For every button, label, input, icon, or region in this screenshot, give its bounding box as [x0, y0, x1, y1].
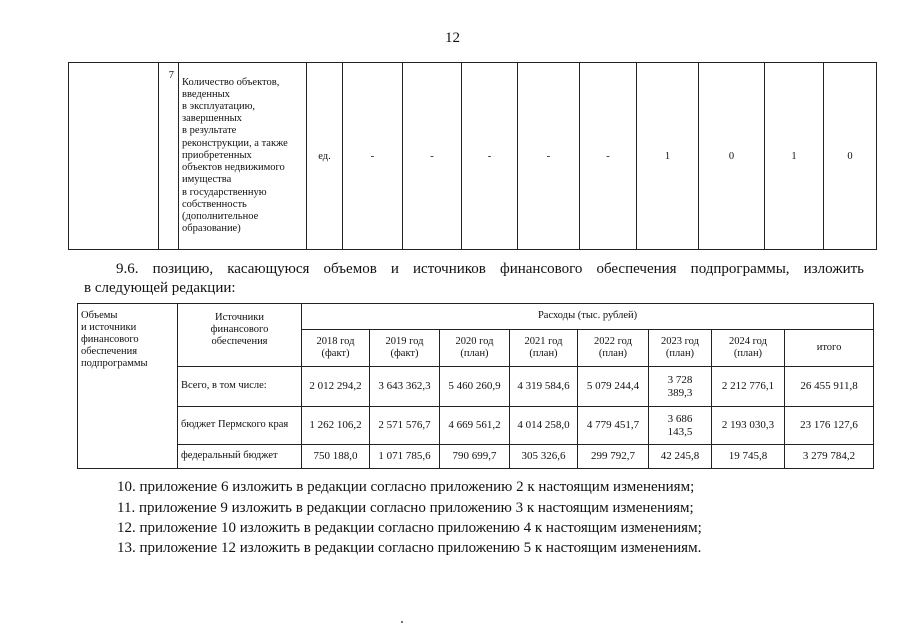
year-header: 2019 год (факт)	[370, 330, 440, 367]
value-cell: 305 326,6	[510, 445, 578, 469]
value-cell: 5 460 260,9	[440, 367, 510, 407]
value-cell: 19 745,8	[712, 445, 785, 469]
value-cell: 4 669 561,2	[440, 407, 510, 445]
value-cell: 5 079 244,4	[578, 367, 649, 407]
value-cell: 2 193 030,3	[712, 407, 785, 445]
paragraph-9-6-continuation: в следующей редакции:	[84, 280, 236, 296]
indicator-table	[68, 62, 877, 250]
scan-dot	[401, 621, 403, 623]
source-label: бюджет Пермского края	[178, 407, 302, 445]
list-item: 13. приложение 12 изложить в редакции согласно приложению 5 к настоящим изменениям.	[117, 540, 702, 556]
row-number: 7	[159, 63, 179, 250]
page-number: 12	[445, 30, 460, 46]
list-item: 10. приложение 6 изложить в редакции согласно приложению 2 к настоящим изменениям;	[117, 479, 695, 495]
year-header: 2018 год (факт)	[302, 330, 370, 367]
value-cell: 3 728 389,3	[649, 367, 712, 407]
source-label: федеральный бюджет	[178, 445, 302, 469]
value-cell: 1	[765, 63, 824, 250]
table-row	[78, 407, 874, 445]
value-cell: 2 571 576,7	[370, 407, 440, 445]
unit-cell: ед.	[307, 63, 343, 250]
table-row	[78, 367, 874, 407]
value-cell: 4 014 258,0	[510, 407, 578, 445]
paragraph-9-6: 9.6. позицию, касающуюся объемов и источников финансового обеспечения подпрограммы, изложить	[116, 261, 864, 277]
value-cell: 0	[824, 63, 877, 250]
year-header: 2023 год (план)	[649, 330, 712, 367]
year-header: 2021 год (план)	[510, 330, 578, 367]
expenses-header: Расходы (тыс. рублей)	[302, 304, 874, 330]
empty-cell	[69, 63, 159, 250]
sources-header: Источники финансового обеспечения	[178, 304, 302, 367]
total-cell: 26 455 911,8	[785, 367, 874, 407]
value-cell: -	[343, 63, 403, 250]
year-header: 2022 год (план)	[578, 330, 649, 367]
list-item: 11. приложение 9 изложить в редакции согласно приложению 3 к настоящим изменениям;	[117, 500, 694, 516]
value-cell: 42 245,8	[649, 445, 712, 469]
value-cell: -	[462, 63, 518, 250]
list-item: 12. приложение 10 изложить в редакции согласно приложению 4 к настоящим изменениям;	[117, 520, 702, 536]
value-cell: 4 779 451,7	[578, 407, 649, 445]
value-cell: 4 319 584,6	[510, 367, 578, 407]
value-cell: 1 262 106,2	[302, 407, 370, 445]
value-cell: -	[403, 63, 462, 250]
total-header: итого	[785, 330, 874, 367]
value-cell: 790 699,7	[440, 445, 510, 469]
value-cell: 299 792,7	[578, 445, 649, 469]
value-cell: 3 686 143,5	[649, 407, 712, 445]
source-label: Всего, в том числе:	[178, 367, 302, 407]
total-cell: 3 279 784,2	[785, 445, 874, 469]
value-cell: 1	[637, 63, 699, 250]
total-cell: 23 176 127,6	[785, 407, 874, 445]
value-cell: 1 071 785,6	[370, 445, 440, 469]
value-cell: 3 643 362,3	[370, 367, 440, 407]
value-cell: -	[580, 63, 637, 250]
value-cell: 2 012 294,2	[302, 367, 370, 407]
finance-label: Объемы и источники финансового обеспечения подпрограммы	[78, 304, 178, 469]
year-header: 2020 год (план)	[440, 330, 510, 367]
finance-table	[77, 303, 874, 469]
year-header: 2024 год (план)	[712, 330, 785, 367]
indicator-name: Количество объектов, введенных в эксплуатацию, завершенных в результате реконструкции, а также приобретенных объектов недвижимого имущества в государственную собственность (дополнительное образование)	[179, 63, 307, 250]
value-cell: 2 212 776,1	[712, 367, 785, 407]
value-cell: 750 188,0	[302, 445, 370, 469]
value-cell: 0	[699, 63, 765, 250]
table-row	[78, 445, 874, 469]
value-cell: -	[518, 63, 580, 250]
indicator-row	[69, 63, 877, 250]
